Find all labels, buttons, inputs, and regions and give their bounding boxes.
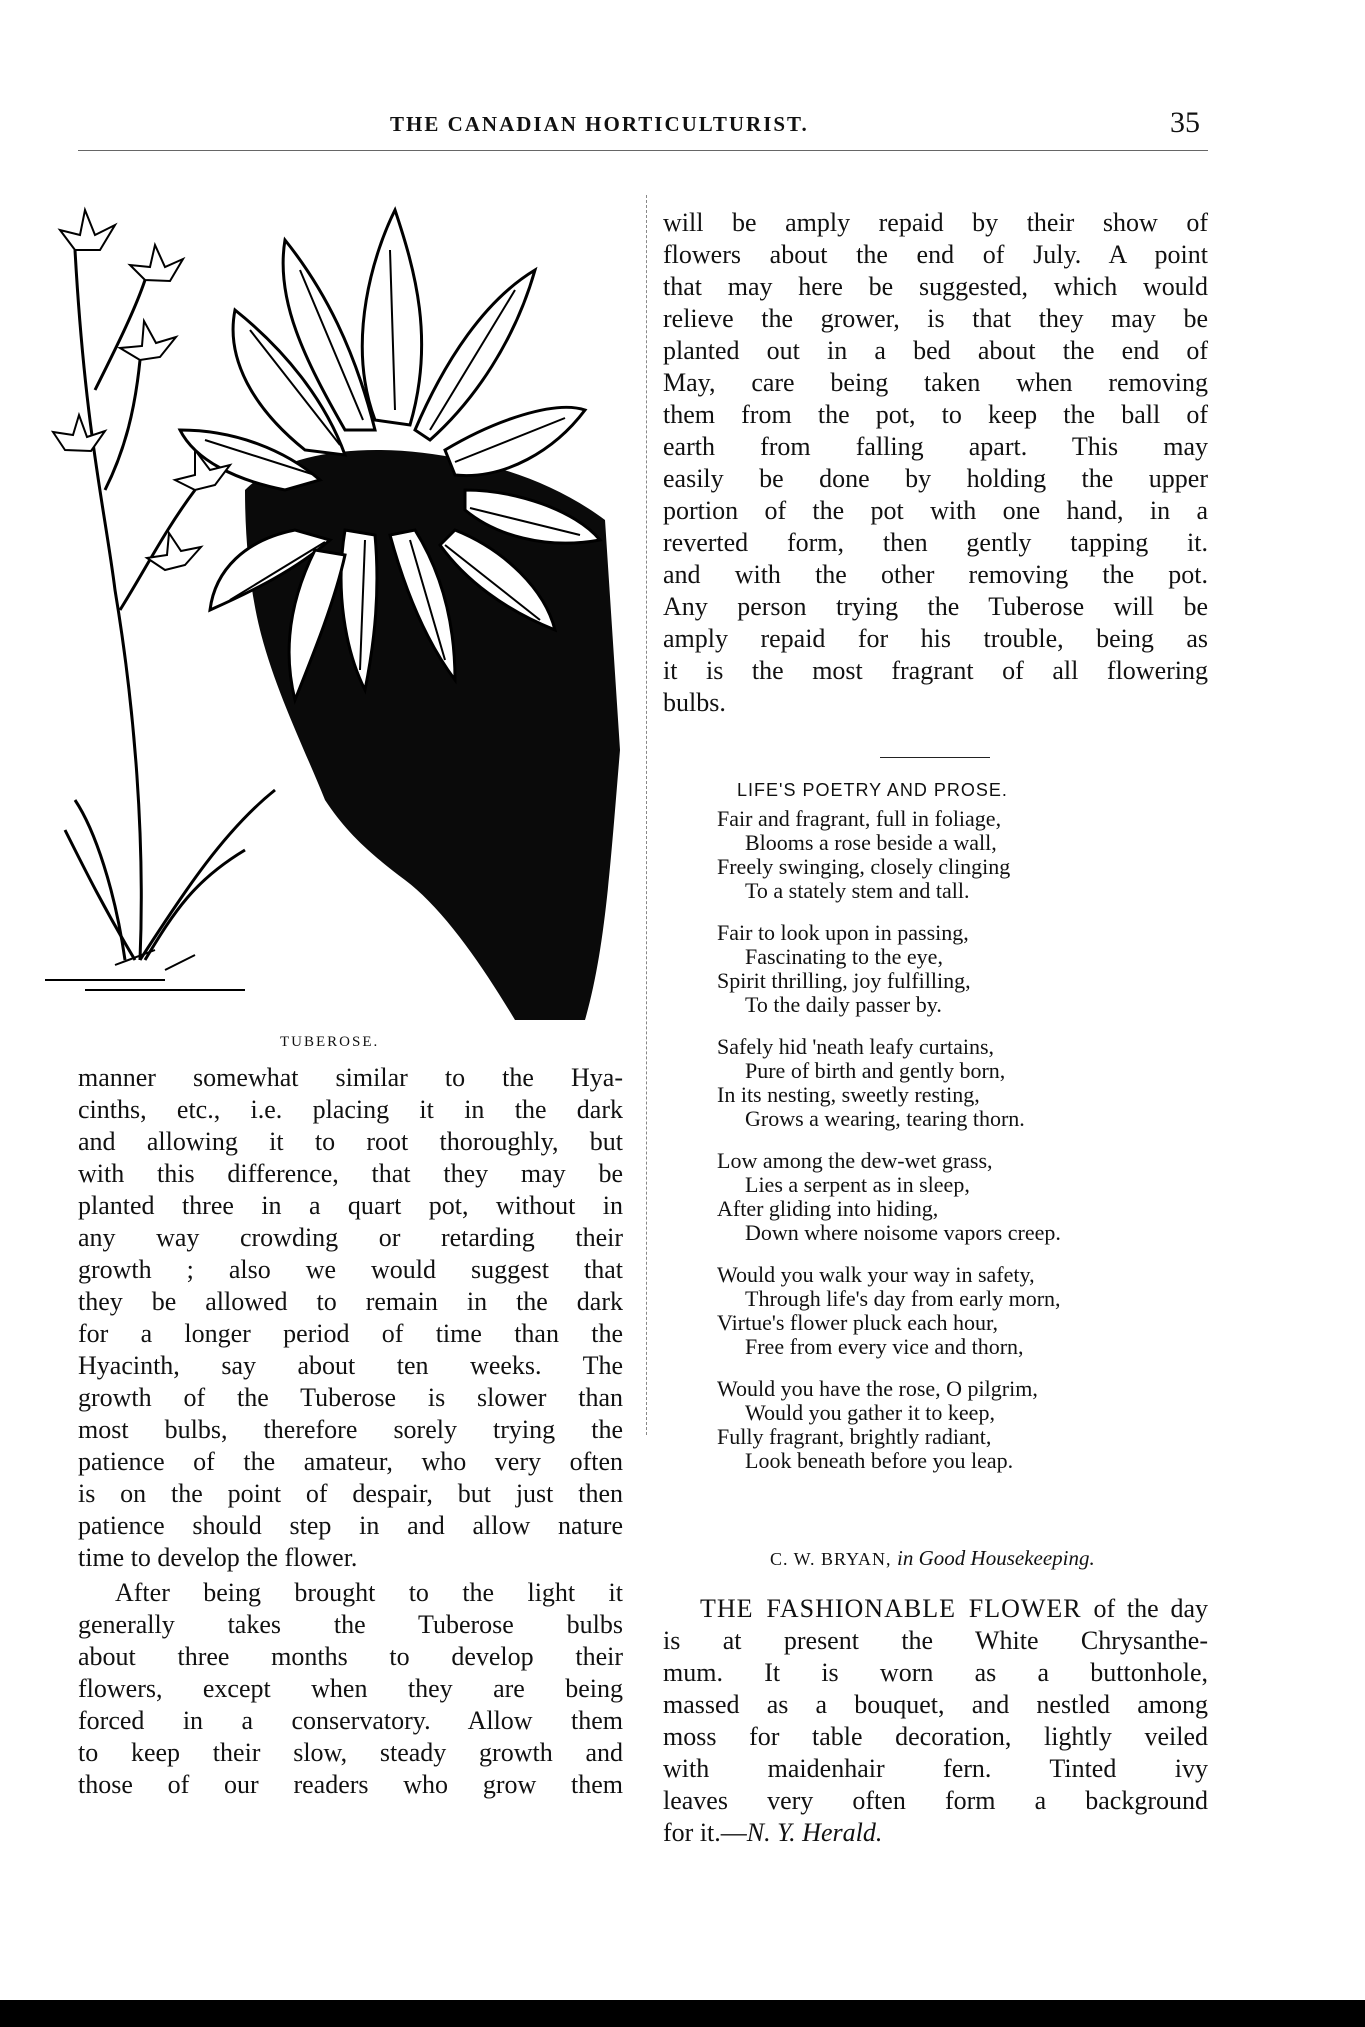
header-rule <box>78 150 1208 151</box>
text-line: forced in a conservatory. Allow them <box>78 1706 623 1735</box>
poem-line: Pure of birth and gently born, <box>745 1058 1006 1083</box>
poem-line: Spirit thrilling, joy fulfilling, <box>717 968 971 993</box>
poem-line: Free from every vice and thorn, <box>745 1334 1024 1359</box>
text-line: with maidenhair fern. Tinted ivy <box>663 1754 1208 1783</box>
text-line: bulbs. <box>663 688 726 717</box>
column-divider <box>646 195 647 1435</box>
scan-edge-bar <box>0 2000 1365 2027</box>
poem-line: Look beneath before you leap. <box>745 1448 1014 1473</box>
text-line: planted three in a quart pot, without in <box>78 1191 623 1220</box>
text-line: portion of the pot with one hand, in a <box>663 496 1208 525</box>
poem-line: After gliding into hiding, <box>717 1196 939 1221</box>
text-line: about three months to develop their <box>78 1642 623 1671</box>
text-line: to keep their slow, steady growth and <box>78 1738 623 1767</box>
text-line: THE FASHIONABLE FLOWER of the day <box>700 1594 1208 1623</box>
poem-line: Would you gather it to keep, <box>745 1400 995 1425</box>
text-line: May, care being taken when removing <box>663 368 1208 397</box>
text-line: patience of the amateur, who very often <box>78 1447 623 1476</box>
fashion-source: N. Y. Herald. <box>746 1818 883 1847</box>
page-number: 35 <box>1170 106 1200 139</box>
text-line: generally takes the Tuberose bulbs <box>78 1610 623 1639</box>
text-line: relieve the grower, is that they may be <box>663 304 1208 333</box>
poem-line: Down where noisome vapors creep. <box>745 1220 1061 1245</box>
poem-line: Through life's day from early morn, <box>745 1286 1061 1311</box>
poem-line: To the daily passer by. <box>745 992 942 1017</box>
text-line: reverted form, then gently tapping it. <box>663 528 1208 557</box>
text-line: and allowing it to root thoroughly, but <box>78 1127 623 1156</box>
text-line: patience should step in and allow nature <box>78 1511 623 1540</box>
text-line: easily be done by holding the upper <box>663 464 1208 493</box>
poem-author: C. W. BRYAN, <box>770 1549 892 1569</box>
tuberose-illustration <box>45 190 635 1020</box>
text-line: will be amply repaid by their show of <box>663 208 1208 237</box>
text-line: manner somewhat similar to the Hya- <box>78 1063 623 1092</box>
text-line: earth from falling apart. This may <box>663 432 1208 461</box>
text-line: them from the pot, to keep the ball of <box>663 400 1208 429</box>
poem-line: Virtue's flower pluck each hour, <box>717 1310 998 1335</box>
text-line: mum. It is worn as a buttonhole, <box>663 1658 1208 1687</box>
poem-line: Fair and fragrant, full in foliage, <box>717 806 1002 831</box>
text-line: massed as a bouquet, and nestled among <box>663 1690 1208 1719</box>
poem-line: Fascinating to the eye, <box>745 944 943 969</box>
poem-line: Lies a serpent as in sleep, <box>745 1172 970 1197</box>
poem-line: Low among the dew-wet grass, <box>717 1148 993 1173</box>
text-line: is on the point of despair, but just then <box>78 1479 623 1508</box>
poem-line: Fully fragrant, brightly radiant, <box>717 1424 992 1449</box>
text-line: Hyacinth, say about ten weeks. The <box>78 1351 623 1380</box>
poem-line: Blooms a rose beside a wall, <box>745 830 997 855</box>
poem-line: Safely hid 'neath leafy curtains, <box>717 1034 995 1059</box>
text-line: cinths, etc., i.e. placing it in the dark <box>78 1095 623 1124</box>
text-line: with this difference, that they may be <box>78 1159 623 1188</box>
poem-line: Fair to look upon in passing, <box>717 920 969 945</box>
text-line: time to develop the flower. <box>78 1543 358 1572</box>
text-line: is at present the White Chrysanthe- <box>663 1626 1208 1655</box>
poem-line: Would you walk your way in safety, <box>717 1262 1035 1287</box>
text-line: and with the other removing the pot. <box>663 560 1208 589</box>
poem-line: Freely swinging, closely clinging <box>717 854 1011 879</box>
text-line: it is the most fragrant of all flowering <box>663 656 1208 685</box>
poem-line: Would you have the rose, O pilgrim, <box>717 1376 1038 1401</box>
text-line: most bulbs, therefore sorely trying the <box>78 1415 623 1444</box>
text-line: flowers, except when they are being <box>78 1674 623 1703</box>
fashion-lead: THE FASHIONABLE FLOWER <box>700 1594 1082 1623</box>
text-line: leaves very often form a background <box>663 1786 1208 1815</box>
text-line: flowers about the end of July. A point <box>663 240 1208 269</box>
text-line: After being brought to the light it <box>115 1578 623 1607</box>
text-line: Any person trying the Tuberose will be <box>663 592 1208 621</box>
text-line: for it.—N. Y. Herald. <box>663 1818 883 1847</box>
poem-line: To a stately stem and tall. <box>745 878 970 903</box>
text-line: amply repaid for his trouble, being as <box>663 624 1208 653</box>
poem-line: Grows a wearing, tearing thorn. <box>745 1106 1025 1131</box>
text-line: for a longer period of time than the <box>78 1319 623 1348</box>
text-line: that may here be suggested, which would <box>663 272 1208 301</box>
text-line: they be allowed to remain in the dark <box>78 1287 623 1316</box>
poem-rule <box>880 757 990 758</box>
text-line: moss for table decoration, lightly veiled <box>663 1722 1208 1751</box>
poem-line: In its nesting, sweetly resting, <box>717 1082 980 1107</box>
poem-source: in Good Housekeeping. <box>897 1546 1095 1570</box>
text-line: growth of the Tuberose is slower than <box>78 1383 623 1412</box>
text-line: planted out in a bed about the end of <box>663 336 1208 365</box>
text-line: any way crowding or retarding their <box>78 1223 623 1252</box>
poem-attribution <box>770 1546 1095 1571</box>
text-line: growth ; also we would suggest that <box>78 1255 623 1284</box>
text-line: those of our readers who grow them <box>78 1770 623 1799</box>
running-head: THE CANADIAN HORTICULTURIST. <box>390 112 809 136</box>
poem-title: LIFE'S POETRY AND PROSE. <box>737 780 1008 800</box>
figure-caption: TUBEROSE. <box>280 1034 380 1050</box>
